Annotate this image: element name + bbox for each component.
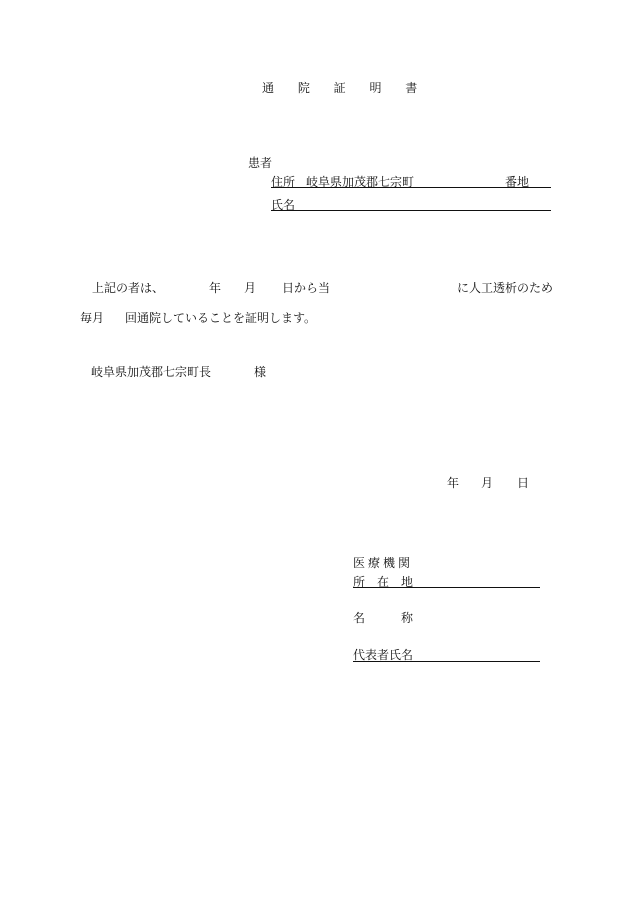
- institution-representative-field-line[interactable]: [353, 661, 540, 662]
- patient-address-value: 岐阜県加茂郡七宗町: [306, 175, 415, 189]
- body-line2-prefix: 毎月: [80, 311, 105, 325]
- institution-address-label: 所 在 地: [353, 575, 414, 589]
- institution-name-label: 名 称: [353, 611, 414, 625]
- date-month-label: 月: [481, 476, 494, 490]
- institution-representative-label: 代表者氏名: [353, 648, 414, 662]
- date-day-label: 日: [517, 476, 530, 490]
- document-title: 通 院 証 明 書: [262, 81, 428, 95]
- patient-label: 患者: [248, 156, 273, 170]
- body-line1-prefix: 上記の者は、: [92, 281, 165, 295]
- body-line1-year: 年: [209, 281, 222, 295]
- patient-name-label: 氏名: [271, 198, 296, 212]
- body-line1-from: 日から当: [282, 281, 331, 295]
- body-line2-suffix: 回通院していることを証明します。: [125, 311, 317, 325]
- institution-address-field-line[interactable]: [353, 587, 540, 588]
- date-year-label: 年: [447, 476, 460, 490]
- addressee-honorific: 様: [254, 365, 267, 379]
- patient-name-field-line[interactable]: [271, 210, 551, 211]
- body-line1-suffix: に人工透析のため: [457, 281, 554, 295]
- body-line1-month: 月: [244, 281, 257, 295]
- patient-address-suffix: 番地: [505, 175, 530, 189]
- patient-address-field-line[interactable]: [271, 187, 551, 188]
- institution-heading: 医療機関: [353, 556, 414, 570]
- addressee-text: 岐阜県加茂郡七宗町長: [91, 365, 212, 379]
- patient-address-label: 住所: [271, 175, 296, 189]
